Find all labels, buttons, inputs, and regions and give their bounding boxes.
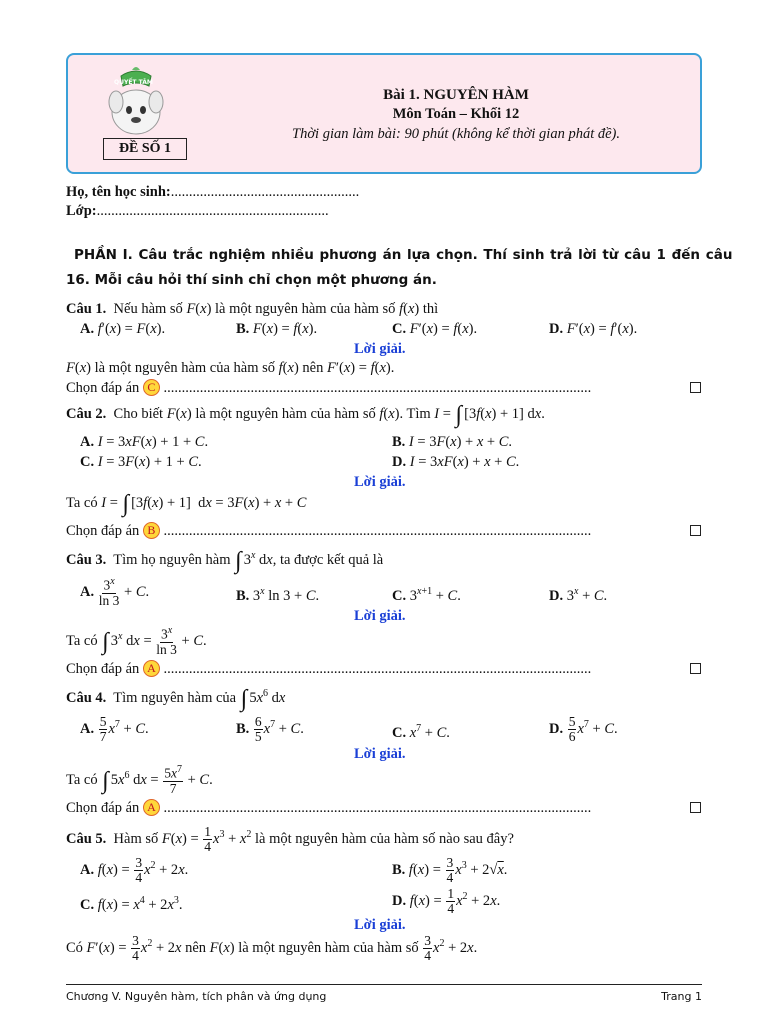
q3-solution-label: Lời giải. [354,608,406,624]
q3-option-a[interactable]: A. $\frac{3^x}{\ln 3}$ + C. [80,576,150,608]
question-1: Câu 1. Nếu hàm số F(x) là một nguyên hàm của hàm số f(x) thì [66,301,439,317]
q5-option-d[interactable]: D. f(x) = $\frac{1}{4}$ $x^2 + 2x$. [392,886,501,917]
q4-option-d[interactable]: D. $\frac{5}{6}$ $x^7 + C$. [549,714,618,745]
q2-choose-label: Chọn đáp án [66,523,140,539]
q4-answer-circle: A [143,799,160,816]
q5-option-b[interactable]: B. f(x) = $\frac{3}{4}$ $x^3 + 2√x$. [392,855,508,886]
q3-leader-dots: ...................................................................................................................... [163,661,592,677]
student-name-dots: .................................................... [170,184,360,200]
q3-answer-line [66,660,702,678]
student-class-label: Lớp: [66,203,97,219]
time-note: Thời gian làm bài: 90 phút (không kể thời gian phát đề). [292,126,620,142]
q1-answer-line [66,379,702,397]
q3-solution: Ta có ∫ 3$^x$ dx = $\frac{3^x}{\ln 3}$ + C. [66,625,207,657]
q3-choose-label: Chọn đáp án [66,661,140,677]
q4-solution-label: Lời giải. [354,746,406,762]
mascot-label: QUYẾT TÂM [114,79,153,86]
q1-option-d[interactable]: D. F′(x) = f′(x). [549,321,638,337]
q4-label: Câu 4. [66,690,107,706]
q5-label: Câu 5. [66,831,107,847]
q2-solution: Ta có I = ∫ [3f(x) + 1] dx = 3F(x) + x + C [66,491,307,517]
q2-option-d[interactable]: D. I = 3xF(x) + x + C. [392,454,520,470]
q3-option-c[interactable]: C. $3^{x+1} + C$. [392,586,461,604]
q4-answer-line [66,799,702,817]
q1-choose-label: Chọn đáp án [66,380,140,396]
q2-solution-label: Lời giải. [354,474,406,490]
q4-option-a[interactable]: A. $\frac{5}{7}$ $x^7 + C$. [80,714,149,745]
section-header-line1 [66,247,733,263]
footer-page: Trang 1 [661,990,702,1003]
question-2: Câu 2. Cho biết F(x) là một nguyên hàm của hàm số f(x). Tìm I = ∫ [3f(x) + 1] dx. [66,402,545,428]
q1-option-a[interactable]: A. f′(x) = F(x). [80,321,166,337]
q5-option-c[interactable]: C. $f(x) = x^4 + 2x^3$. [80,895,183,913]
footer-chapter: Chương V. Nguyên hàm, tích phân và ứng dụng [66,990,327,1003]
q3-option-b[interactable]: B. 3$^x$ ln 3 + C. [236,586,320,604]
exam-code: ĐỀ SỐ 1 [103,138,187,160]
q2-option-a[interactable]: A. I = 3xF(x) + 1 + C. [80,434,209,450]
q2-checkbox [690,525,701,536]
question-4: Câu 4. Tìm nguyên hàm của ∫ $5x^6$ dx [66,686,286,712]
q1-solution: F(x) là một nguyên hàm của hàm số f(x) nên F′(x) = f(x). [66,360,395,376]
q3-checkbox [690,663,701,674]
q5-solution-label: Lời giải. [354,917,406,933]
q3-label: Câu 3. [66,552,107,568]
q1-checkbox [690,382,701,393]
q4-option-c[interactable]: C. $x^7 + C$. [392,723,450,741]
question-5: Câu 5. Hàm số F(x) = $\frac{1}{4}$ $x^3 + x^2$ là một nguyên hàm của hàm số nào sau đây? [66,824,514,855]
q4-checkbox [690,802,701,813]
q2-answer-line [66,522,702,540]
q1-leader-dots: ...................................................................................................................... [163,380,592,396]
q2-option-c[interactable]: C. I = 3F(x) + 1 + C. [80,454,202,470]
student-name-line [66,184,546,201]
section-title: PHẦN I. [74,247,133,263]
q1-option-b[interactable]: B. F(x) = f(x). [236,321,318,337]
footer-rule [66,984,702,985]
q4-choose-label: Chọn đáp án [66,800,140,816]
q4-leader-dots: ...................................................................................................................... [163,800,592,816]
q5-solution: Có F′(x) = $\frac{3}{4}$ $x^2 + 2x$ nên F(x) là một nguyên hàm của hàm số $\frac{3}{4}$ $x^2 + 2x$. [66,933,478,964]
q3-answer-circle: A [143,660,160,677]
lesson-title: Bài 1. NGUYÊN HÀM [383,87,529,103]
q2-label: Câu 2. [66,406,107,422]
question-3: Câu 3. Tìm họ nguyên hàm ∫ 3$^x$ dx, ta được kết quả là [66,548,384,574]
q1-solution-label: Lời giải. [354,341,406,357]
q5-option-a[interactable]: A. f(x) = $\frac{3}{4}$ $x^2 + 2x$. [80,855,189,886]
student-class-dots: ................................................................ [96,203,329,219]
q2-option-b[interactable]: B. I = 3F(x) + x + C. [392,434,513,450]
q2-leader-dots: ...................................................................................................................... [163,523,592,539]
subject-line: Môn Toán – Khối 12 [392,106,520,122]
q2-answer-circle: B [143,522,160,539]
student-name-label: Họ, tên học sinh: [66,184,171,200]
student-class-line [66,203,546,220]
section-text-2: 16. Mỗi câu hỏi thí sinh chỉ chọn một phương án. [66,272,437,288]
q3-option-d[interactable]: D. $3^x + C$. [549,586,608,604]
q1-label: Câu 1. [66,301,107,317]
section-text-1: Câu trắc nghiệm nhiều phương án lựa chọn. Thí sinh trả lời từ câu 1 đến câu [138,247,733,263]
q4-option-b[interactable]: B. $\frac{6}{5}$ $x^7 + C$. [236,714,304,745]
q1-option-c[interactable]: C. F′(x) = f(x). [392,321,478,337]
q1-answer-circle: C [143,379,160,396]
q4-solution: Ta có ∫ $5x^6$ dx = $\frac{5x^7}{7}$ + C. [66,764,213,796]
mascot-logo [103,66,169,138]
